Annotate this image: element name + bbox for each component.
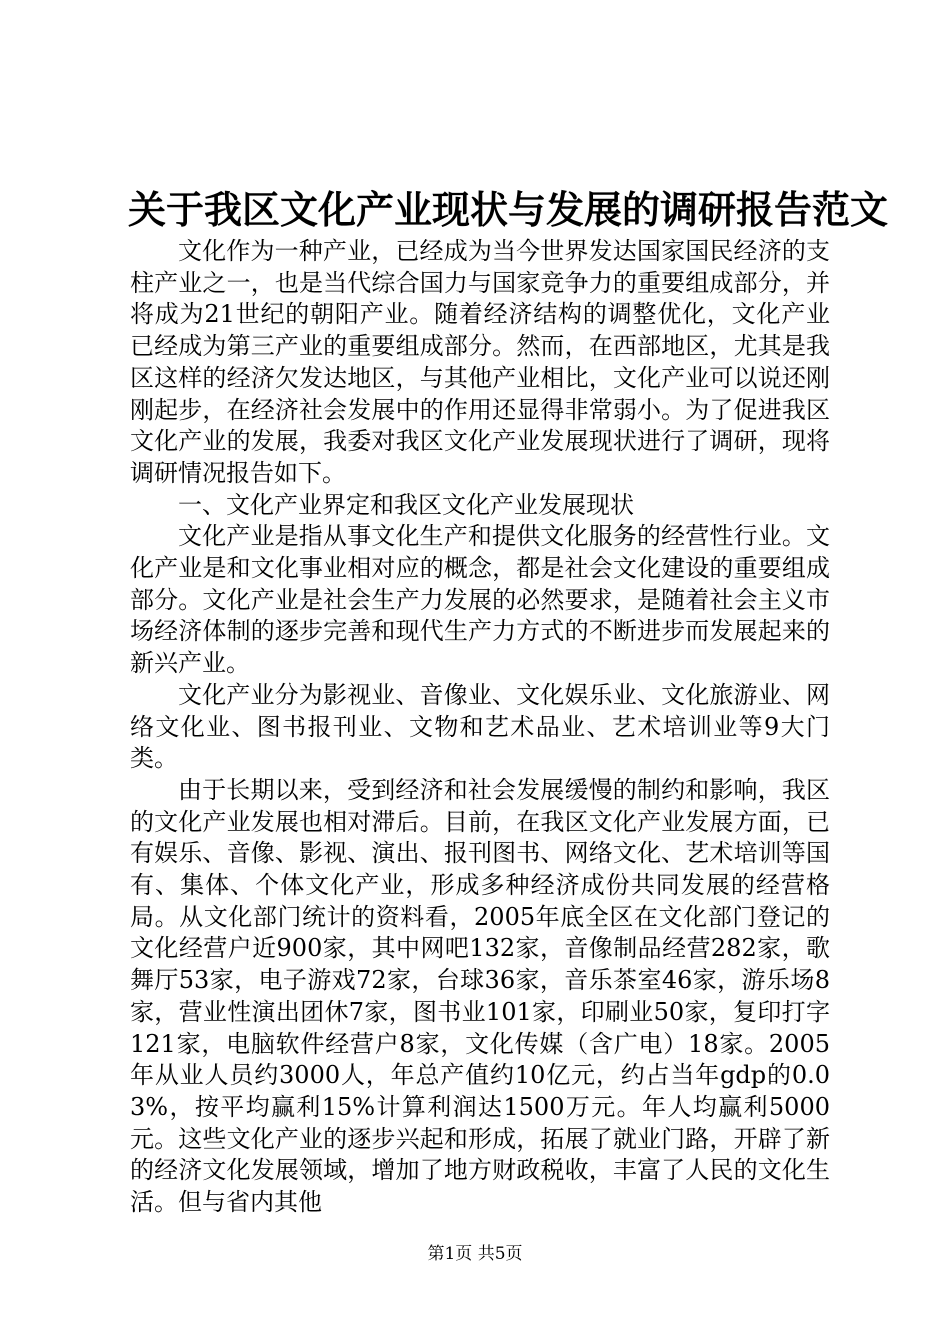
page-footer: 第1页 共5页 <box>427 1244 523 1264</box>
document-body <box>130 236 830 1219</box>
paragraph-current-status: 由于长期以来，受到经济和社会发展缓慢的制约和影响，我区的文化产业发展也相对滞后。目前，在我区文化产业发展方面，已有娱乐、音像、影视、演出、报刊图书、网络文化、艺术培训等国有、集体、个体文化产业，形成多种经济成份共同发展的经营格局。从文化部门统计的资料看，2005年底全区在文化部门登记的文化经营户近900家，其中网吧132家，音像制品经营282家，歌舞厅53家，电子游戏72家，台球36家，音乐茶室46家，游乐场8家，营业性演出团休7家，图书业101家，印刷业50家，复印打字121家，电脑软件经营户8家，文化传媒（含广电）18家。2005年从业人员约3000人，年总产值约10亿元，约占当年gdp的0.03%，按平均赢利15%计算利润达1500万元。年人均赢利5000元。这些文化产业的逐步兴起和形成，拓展了就业门路，开辟了新的经济文化发展领域，增加了地方财政税收，丰富了人民的文化生活。但与省内其他 <box>130 775 830 1217</box>
paragraph-intro: 文化作为一种产业，已经成为当今世界发达国家国民经济的支柱产业之一，也是当代综合国力与国家竞争力的重要组成部分，并将成为21世纪的朝阳产业。随着经济结构的调整优化，文化产业已经成为第三产业的重要组成部分。然而，在西部地区，尤其是我区这样的经济欠发达地区，与其他产业相比，文化产业可以说还刚刚起步，在经济社会发展中的作用还显得非常弱小。为了促进我区文化产业的发展，我委对我区文化产业发展现状进行了调研，现将调研情况报告如下。 <box>130 237 830 487</box>
section-heading-1: 一、文化产业界定和我区文化产业发展现状 <box>178 490 634 519</box>
paragraph-categories: 文化产业分为影视业、音像业、文化娱乐业、文化旅游业、网络文化业、图书报刊业、文物和艺术品业、艺术培训业等9大门类。 <box>130 680 830 773</box>
document-title: 关于我区文化产业现状与发展的调研报告范文 <box>128 187 889 232</box>
paragraph-definition: 文化产业是指从事文化生产和提供文化服务的经营性行业。文化产业是和文化事业相对应的概念，都是社会文化建设的重要组成部分。文化产业是社会生产力发展的必然要求，是随着社会主义市场经济体制的逐步完善和现代生产力方式的不断进步而发展起来的新兴产业。 <box>130 522 830 678</box>
